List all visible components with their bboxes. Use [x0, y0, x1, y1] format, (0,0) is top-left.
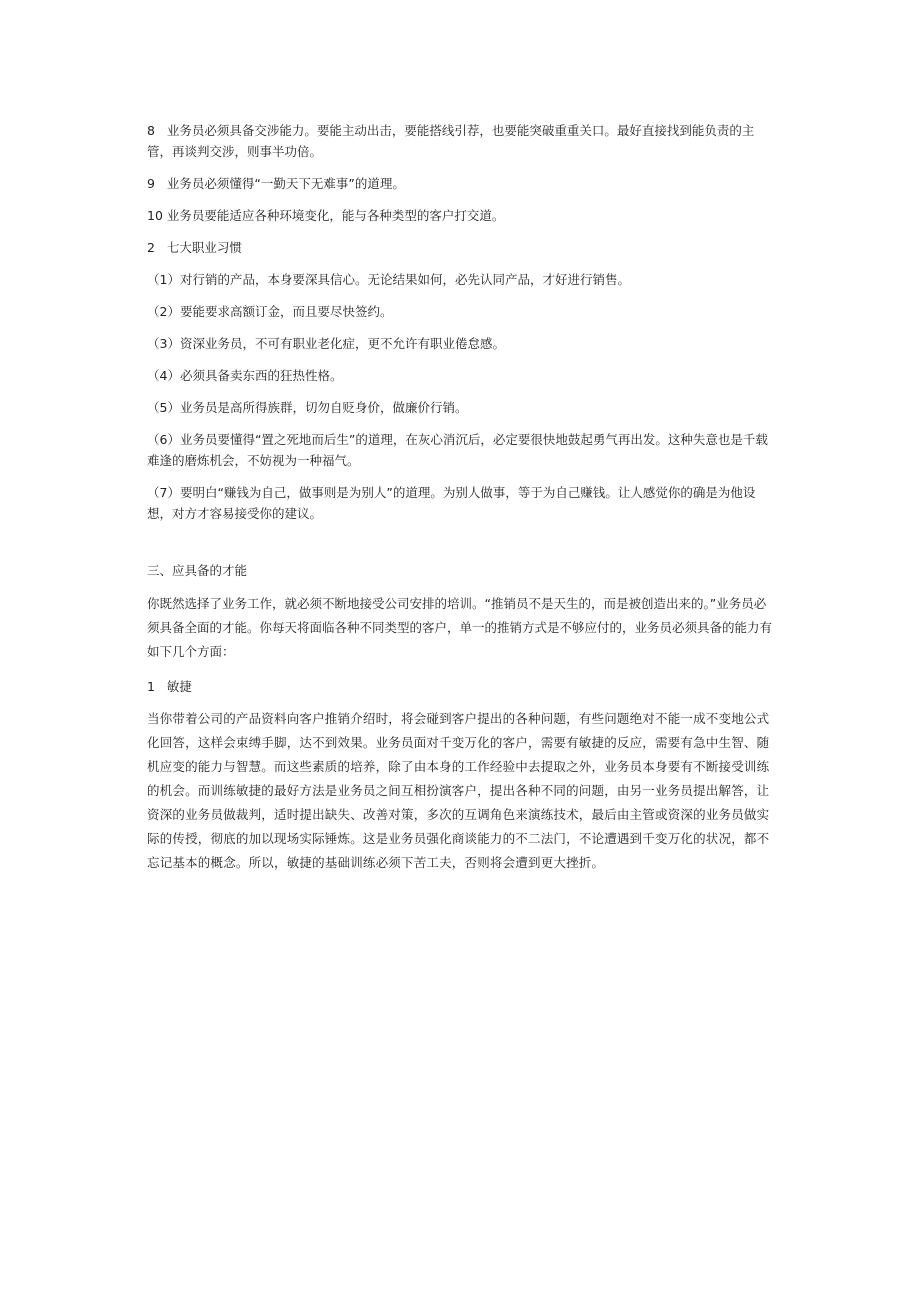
item-number: 9	[147, 176, 155, 191]
habit-5	[147, 397, 777, 418]
item-number: 2	[147, 240, 155, 255]
section-intro: 你既然选择了业务工作，就必须不断地接受公司安排的培训。“推销员不是天生的，而是被创造出来的。”业务员必须具备全面的才能。你每天将面临各种不同类型的客户，单一的推销方式是不够应付的，业务员必须具备的能力有如下几个方面：	[147, 596, 773, 659]
paragraph-8	[147, 120, 777, 162]
paragraph-text: （2）要能要求高额订金，而且要尽快签约。	[147, 304, 393, 319]
paragraph-9	[147, 173, 777, 194]
section-body: 当你带着公司的产品资料向客户推销介绍时，将会碰到客户提出的各种问题，有些问题绝对不能一成不变地公式化回答，这样会束缚手脚，达不到效果。业务员面对千变万化的客户，需要有敏捷的反应，需要有急中生智、随机应变的能力与智慧。而这些素质的培养，除了由本身的工作经验中去提取之外，业务员本身要有不断接受训练的机会。而训练敏捷的最好方法是业务员之间互相扮演客户，提出各种不同的问题，由另一业务员提出解答，让资深的业务员做裁判，适时提出缺失、改善对策，多次的互调角色来演练技术，最后由主管或资深的业务员做实际的传授，彻底的加以现场实际锤炼。这是业务员强化商谈能力的不二法门，不论遭遇到千变万化的状况，都不忘记基本的概念。所以，敏捷的基础训练必须下苦工夫，否则将会遭到更大挫折。	[147, 711, 770, 870]
subheading-habits	[147, 237, 777, 258]
habit-1	[147, 269, 777, 290]
item-number: 8	[147, 123, 155, 138]
paragraph-text: 业务员必须具备交涉能力。要能主动出击，要能搭线引荐，也要能突破重重关口。最好直接找到能负责的主管，再谈判交涉，则事半功倍。	[147, 123, 755, 159]
paragraph-text: （6）业务员要懂得“置之死地而后生”的道理，在灰心消沉后，必定要很快地鼓起勇气再出发。这种失意也是千载难逢的磨炼机会，不妨视为一种福气。	[147, 432, 768, 468]
habit-3	[147, 333, 777, 354]
paragraph-text: （1）对行销的产品，本身要深具信心。无论结果如何，必先认同产品，才好进行销售。	[147, 272, 630, 287]
habit-4	[147, 365, 777, 386]
subheading-text: 敏捷	[166, 679, 192, 694]
document-body	[147, 120, 777, 886]
habit-7	[147, 482, 777, 524]
habit-6	[147, 429, 777, 471]
paragraph-text: 业务员必须懂得“一勤天下无难事”的道理。	[166, 176, 405, 191]
subheading-agility	[147, 676, 777, 697]
paragraph-text: （4）必须具备卖东西的狂热性格。	[147, 368, 343, 383]
paragraph-text: 业务员要能适应各种环境变化，能与各种类型的客户打交道。	[166, 208, 505, 223]
section-heading: 三、应具备的才能	[147, 563, 248, 578]
subheading-text: 七大职业习惯	[166, 240, 242, 255]
paragraph-text: （7）要明白“赚钱为自己，做事则是为别人”的道理。为别人做事，等于为自己赚钱。让人感觉你的确是为他设想，对方才容易接受你的建议。	[147, 485, 756, 521]
habit-2	[147, 301, 777, 322]
paragraph-text: （5）业务员是高所得族群，切勿自贬身价，做廉价行销。	[147, 400, 468, 415]
paragraph-10	[147, 205, 777, 226]
item-number: 1	[147, 679, 155, 694]
item-number: 10	[147, 208, 163, 223]
paragraph-text: （3）资深业务员，不可有职业老化症，更不允许有职业倦怠感。	[147, 336, 505, 351]
